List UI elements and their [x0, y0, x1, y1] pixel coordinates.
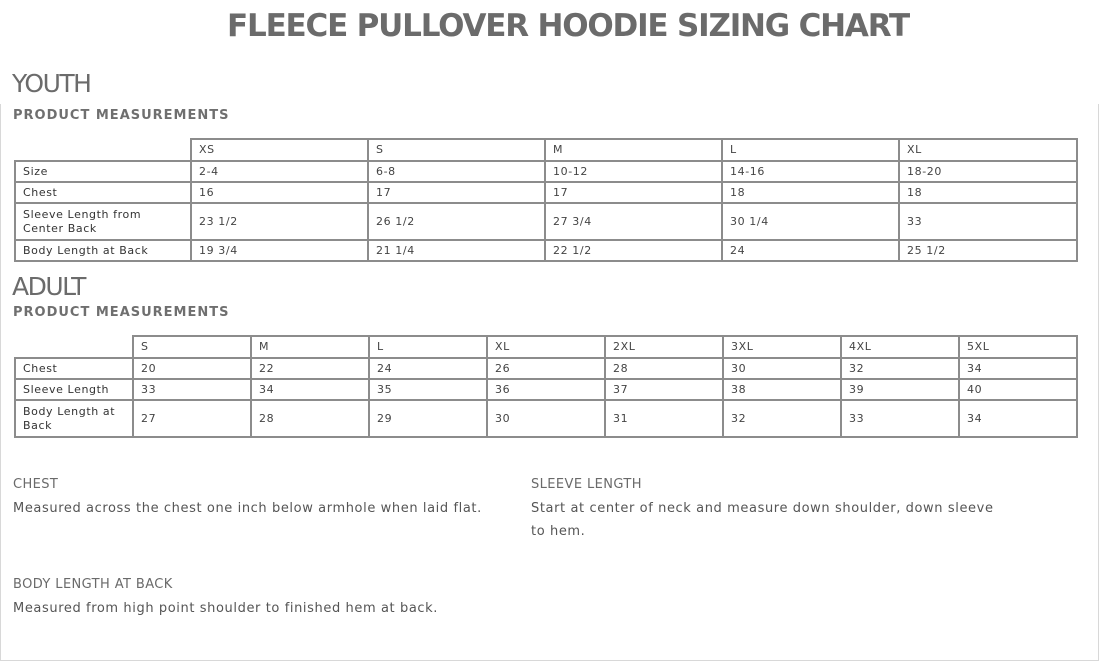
table-cell: 33: [841, 400, 959, 437]
table-cell: 25 1/2: [899, 240, 1077, 261]
table-cell: 17: [545, 182, 722, 203]
table-cell: 27: [133, 400, 251, 437]
youth-size-table: [14, 138, 1078, 262]
table-cell: 38: [723, 379, 841, 400]
adult-row-body-length: [15, 400, 1077, 437]
adult-size-table: [14, 335, 1078, 438]
table-cell: 21 1/4: [368, 240, 545, 261]
chest-definition-title: CHEST: [13, 477, 59, 492]
table-cell: 6-8: [368, 161, 545, 182]
table-cell: 37: [605, 379, 723, 400]
table-cell: 17: [368, 182, 545, 203]
adult-col-header: S: [133, 336, 251, 358]
table-cell: 36: [487, 379, 605, 400]
adult-row-sleeve: [15, 379, 1077, 400]
youth-col-header: XS: [191, 139, 368, 161]
table-cell: 10-12: [545, 161, 722, 182]
adult-col-header: XL: [487, 336, 605, 358]
chest-definition-text: Measured across the chest one inch below armhole when laid flat.: [13, 501, 482, 516]
table-cell: 14-16: [722, 161, 899, 182]
youth-row-body-length: [15, 240, 1077, 261]
row-label: Sleeve Length: [15, 379, 133, 400]
table-cell: 19 3/4: [191, 240, 368, 261]
table-cell: 28: [605, 358, 723, 379]
adult-col-header: 4XL: [841, 336, 959, 358]
adult-corner-cell: [15, 336, 133, 358]
youth-col-header: XL: [899, 139, 1077, 161]
table-cell: 39: [841, 379, 959, 400]
adult-header-row: [15, 336, 1077, 358]
table-cell: 18-20: [899, 161, 1077, 182]
table-cell: 34: [251, 379, 369, 400]
adult-col-header: 2XL: [605, 336, 723, 358]
page-title: FLEECE PULLOVER HOODIE SIZING CHART: [227, 8, 909, 44]
table-cell: 23 1/2: [191, 203, 368, 240]
table-cell: 20: [133, 358, 251, 379]
adult-heading: ADULT: [12, 272, 85, 301]
table-cell: 27 3/4: [545, 203, 722, 240]
table-cell: 32: [841, 358, 959, 379]
table-cell: 22 1/2: [545, 240, 722, 261]
table-cell: 31: [605, 400, 723, 437]
row-label: Size: [15, 161, 191, 182]
adult-col-header: 3XL: [723, 336, 841, 358]
youth-subheading: PRODUCT MEASUREMENTS: [13, 108, 230, 123]
table-cell: 28: [251, 400, 369, 437]
youth-heading: YOUTH: [12, 69, 91, 98]
adult-subheading: PRODUCT MEASUREMENTS: [13, 305, 230, 320]
body-length-definition-text: Measured from high point shoulder to finished hem at back.: [13, 601, 438, 616]
sleeve-definition-title: SLEEVE LENGTH: [531, 477, 642, 492]
table-cell: 2-4: [191, 161, 368, 182]
table-cell: 30: [723, 358, 841, 379]
body-length-definition-title: BODY LENGTH AT BACK: [13, 577, 173, 592]
adult-col-header: 5XL: [959, 336, 1077, 358]
youth-row-sleeve: [15, 203, 1077, 240]
sleeve-definition-text: Start at center of neck and measure down shoulder, down sleeve to hem.: [531, 501, 994, 539]
table-cell: 30 1/4: [722, 203, 899, 240]
youth-col-header: S: [368, 139, 545, 161]
table-cell: 18: [899, 182, 1077, 203]
table-cell: 33: [899, 203, 1077, 240]
table-cell: 29: [369, 400, 487, 437]
table-cell: 26: [487, 358, 605, 379]
table-cell: 24: [722, 240, 899, 261]
table-cell: 24: [369, 358, 487, 379]
youth-header-row: [15, 139, 1077, 161]
table-cell: 33: [133, 379, 251, 400]
table-cell: 16: [191, 182, 368, 203]
youth-col-header: L: [722, 139, 899, 161]
adult-col-header: L: [369, 336, 487, 358]
table-cell: 32: [723, 400, 841, 437]
table-cell: 34: [959, 358, 1077, 379]
table-cell: 35: [369, 379, 487, 400]
youth-row-chest: [15, 182, 1077, 203]
youth-col-header: M: [545, 139, 722, 161]
row-label: Chest: [15, 358, 133, 379]
table-cell: 18: [722, 182, 899, 203]
row-label: Chest: [15, 182, 191, 203]
row-label: Sleeve Length from Center Back: [15, 203, 191, 240]
table-cell: 30: [487, 400, 605, 437]
adult-col-header: M: [251, 336, 369, 358]
row-label: Body Length at Back: [15, 240, 191, 261]
table-cell: 40: [959, 379, 1077, 400]
youth-corner-cell: [15, 139, 191, 161]
row-label: Body Length at Back: [15, 400, 133, 437]
youth-row-size: [15, 161, 1077, 182]
table-cell: 34: [959, 400, 1077, 437]
table-cell: 22: [251, 358, 369, 379]
adult-row-chest: [15, 358, 1077, 379]
table-cell: 26 1/2: [368, 203, 545, 240]
